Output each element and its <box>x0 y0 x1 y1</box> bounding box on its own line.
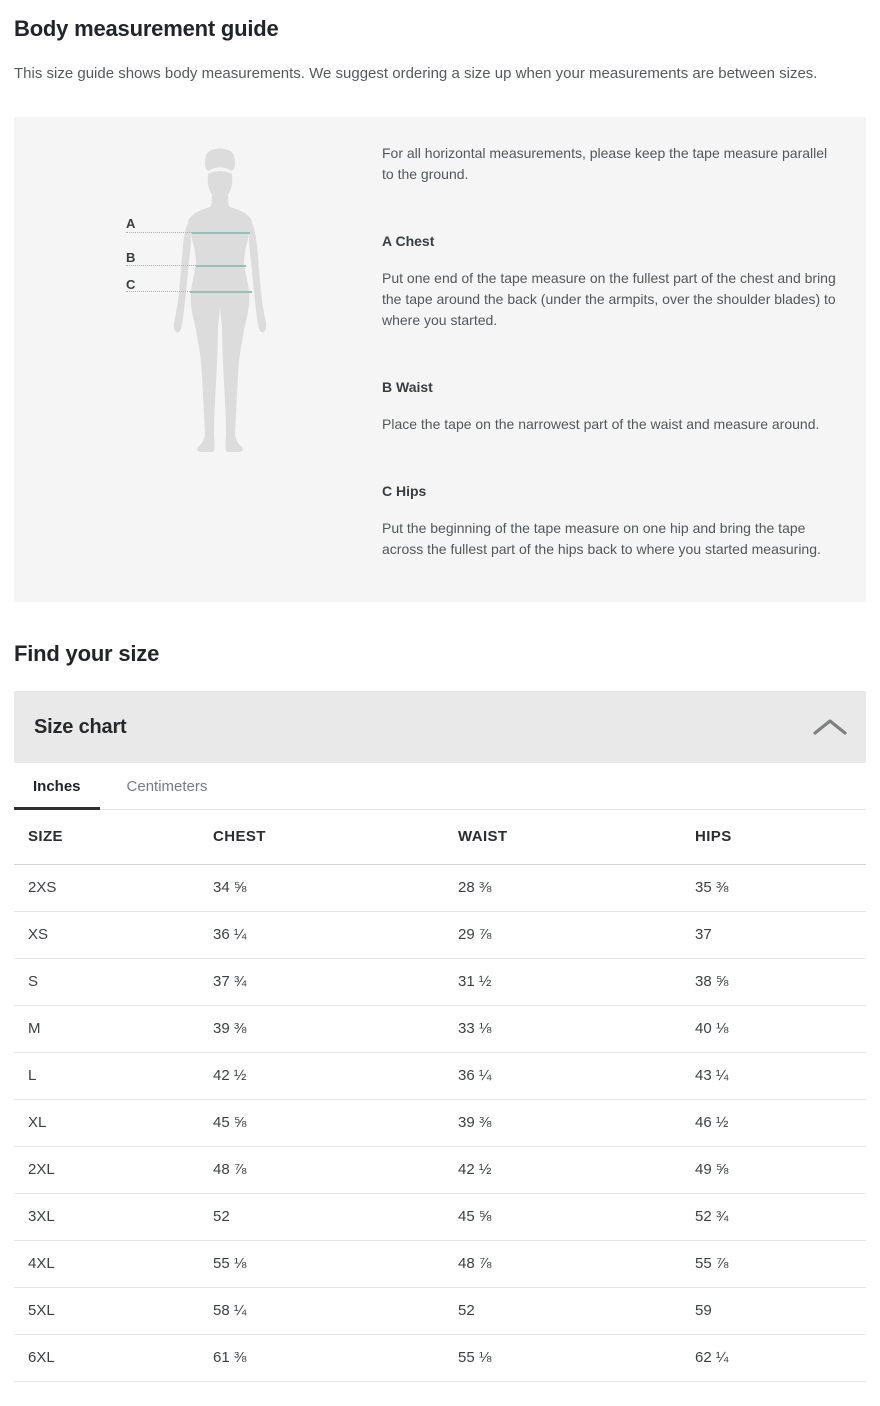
body-silhouette-image <box>170 143 270 457</box>
measurement-cell: 34 ⅝ <box>199 864 444 911</box>
size-chart-collapse-header[interactable] <box>14 691 866 763</box>
size-cell: 4XL <box>14 1240 199 1287</box>
measurement-cell: 48 ⅞ <box>199 1146 444 1193</box>
hips-section-text: Put the beginning of the tape measure on one hip and bring the tape across the fullest part of the hips back to where you started measuring. <box>382 520 821 557</box>
measurement-cell: 31 ½ <box>444 958 681 1005</box>
measurement-cell: 37 <box>681 911 866 958</box>
measurement-cell: 62 ¼ <box>681 1334 866 1381</box>
measurement-cell: 40 ⅛ <box>681 1005 866 1052</box>
table-row <box>14 1334 866 1381</box>
tab-inches[interactable]: Inches <box>14 763 100 809</box>
measurement-cell: 52 <box>444 1287 681 1334</box>
hips-measure-line <box>126 290 252 293</box>
table-row <box>14 1146 866 1193</box>
find-your-size-heading: Find your size <box>14 641 160 666</box>
table-row <box>14 864 866 911</box>
table-header-row <box>14 810 866 864</box>
size-cell: S <box>14 958 199 1005</box>
column-header-waist: WAIST <box>444 810 681 864</box>
column-header-chest: CHEST <box>199 810 444 864</box>
measurement-cell: 39 ⅜ <box>444 1099 681 1146</box>
size-cell: XS <box>14 911 199 958</box>
size-cell: M <box>14 1005 199 1052</box>
size-cell: 5XL <box>14 1287 199 1334</box>
table-row <box>14 958 866 1005</box>
measurement-cell: 59 <box>681 1287 866 1334</box>
measurement-cell: 55 ⅞ <box>681 1240 866 1287</box>
measurement-cell: 37 ¾ <box>199 958 444 1005</box>
size-cell: L <box>14 1052 199 1099</box>
measurement-guide-panel <box>14 117 866 602</box>
size-cell: 3XL <box>14 1193 199 1240</box>
size-chart-title: Size chart <box>34 715 127 738</box>
measurement-cell: 33 ⅛ <box>444 1005 681 1052</box>
chest-section-title: A Chest <box>382 233 435 249</box>
tab-centimeters[interactable]: Centimeters <box>126 777 208 795</box>
measurement-cell: 52 ¾ <box>681 1193 866 1240</box>
measurement-cell: 42 ½ <box>444 1146 681 1193</box>
measurement-cell: 38 ⅝ <box>681 958 866 1005</box>
waist-section-title: B Waist <box>382 379 433 395</box>
body-illustration <box>14 117 382 602</box>
chest-section-text: Put one end of the tape measure on the fullest part of the chest and bring the tape around the back (under the armpits, over the shoulder blades) to where you started. <box>382 270 836 328</box>
measurement-cell: 36 ¼ <box>199 911 444 958</box>
measurement-cell: 42 ½ <box>199 1052 444 1099</box>
unit-tabs <box>14 763 866 810</box>
measurement-cell: 45 ⅝ <box>199 1099 444 1146</box>
table-row <box>14 1287 866 1334</box>
measurement-cell: 36 ¼ <box>444 1052 681 1099</box>
measurement-cell: 46 ½ <box>681 1099 866 1146</box>
hips-section-title: C Hips <box>382 483 427 499</box>
size-table-body <box>14 864 866 1381</box>
table-row <box>14 1240 866 1287</box>
horizontal-measure-note: For all horizontal measurements, please keep the tape measure parallel to the ground. <box>382 145 828 182</box>
measurement-instructions <box>382 117 866 602</box>
chevron-up-icon <box>812 717 848 737</box>
column-header-hips: HIPS <box>681 810 866 864</box>
page-title: Body measurement guide <box>14 16 279 41</box>
measurement-cell: 35 ⅜ <box>681 864 866 911</box>
size-cell: XL <box>14 1099 199 1146</box>
table-row <box>14 911 866 958</box>
measurement-cell: 43 ¼ <box>681 1052 866 1099</box>
column-header-size: SIZE <box>14 810 199 864</box>
table-row <box>14 1193 866 1240</box>
waist-section <box>382 379 840 435</box>
measurement-cell: 52 <box>199 1193 444 1240</box>
table-row <box>14 1099 866 1146</box>
waist-section-text: Place the tape on the narrowest part of the waist and measure around. <box>382 416 820 432</box>
size-chart-table <box>14 810 866 1382</box>
hips-section <box>382 483 840 560</box>
chest-measure-line <box>126 231 250 234</box>
marker-label-c: C <box>126 277 136 292</box>
measurement-cell: 48 ⅞ <box>444 1240 681 1287</box>
measurement-cell: 58 ¼ <box>199 1287 444 1334</box>
measurement-cell: 39 ⅜ <box>199 1005 444 1052</box>
size-cell: 2XS <box>14 864 199 911</box>
table-row <box>14 1005 866 1052</box>
measurement-cell: 29 ⅞ <box>444 911 681 958</box>
size-cell: 2XL <box>14 1146 199 1193</box>
marker-label-b: B <box>126 250 136 265</box>
measurement-cell: 49 ⅝ <box>681 1146 866 1193</box>
measurement-cell: 61 ⅜ <box>199 1334 444 1381</box>
marker-label-a: A <box>126 216 136 231</box>
measurement-cell: 55 ⅛ <box>199 1240 444 1287</box>
size-cell: 6XL <box>14 1334 199 1381</box>
measurement-cell: 28 ⅜ <box>444 864 681 911</box>
measurement-cell: 55 ⅛ <box>444 1334 681 1381</box>
waist-measure-line <box>126 264 246 267</box>
chest-section <box>382 233 840 331</box>
table-row <box>14 1052 866 1099</box>
page-intro: This size guide shows body measurements. We suggest ordering a size up when your measurements are between sizes. <box>14 65 818 82</box>
measurement-cell: 45 ⅝ <box>444 1193 681 1240</box>
